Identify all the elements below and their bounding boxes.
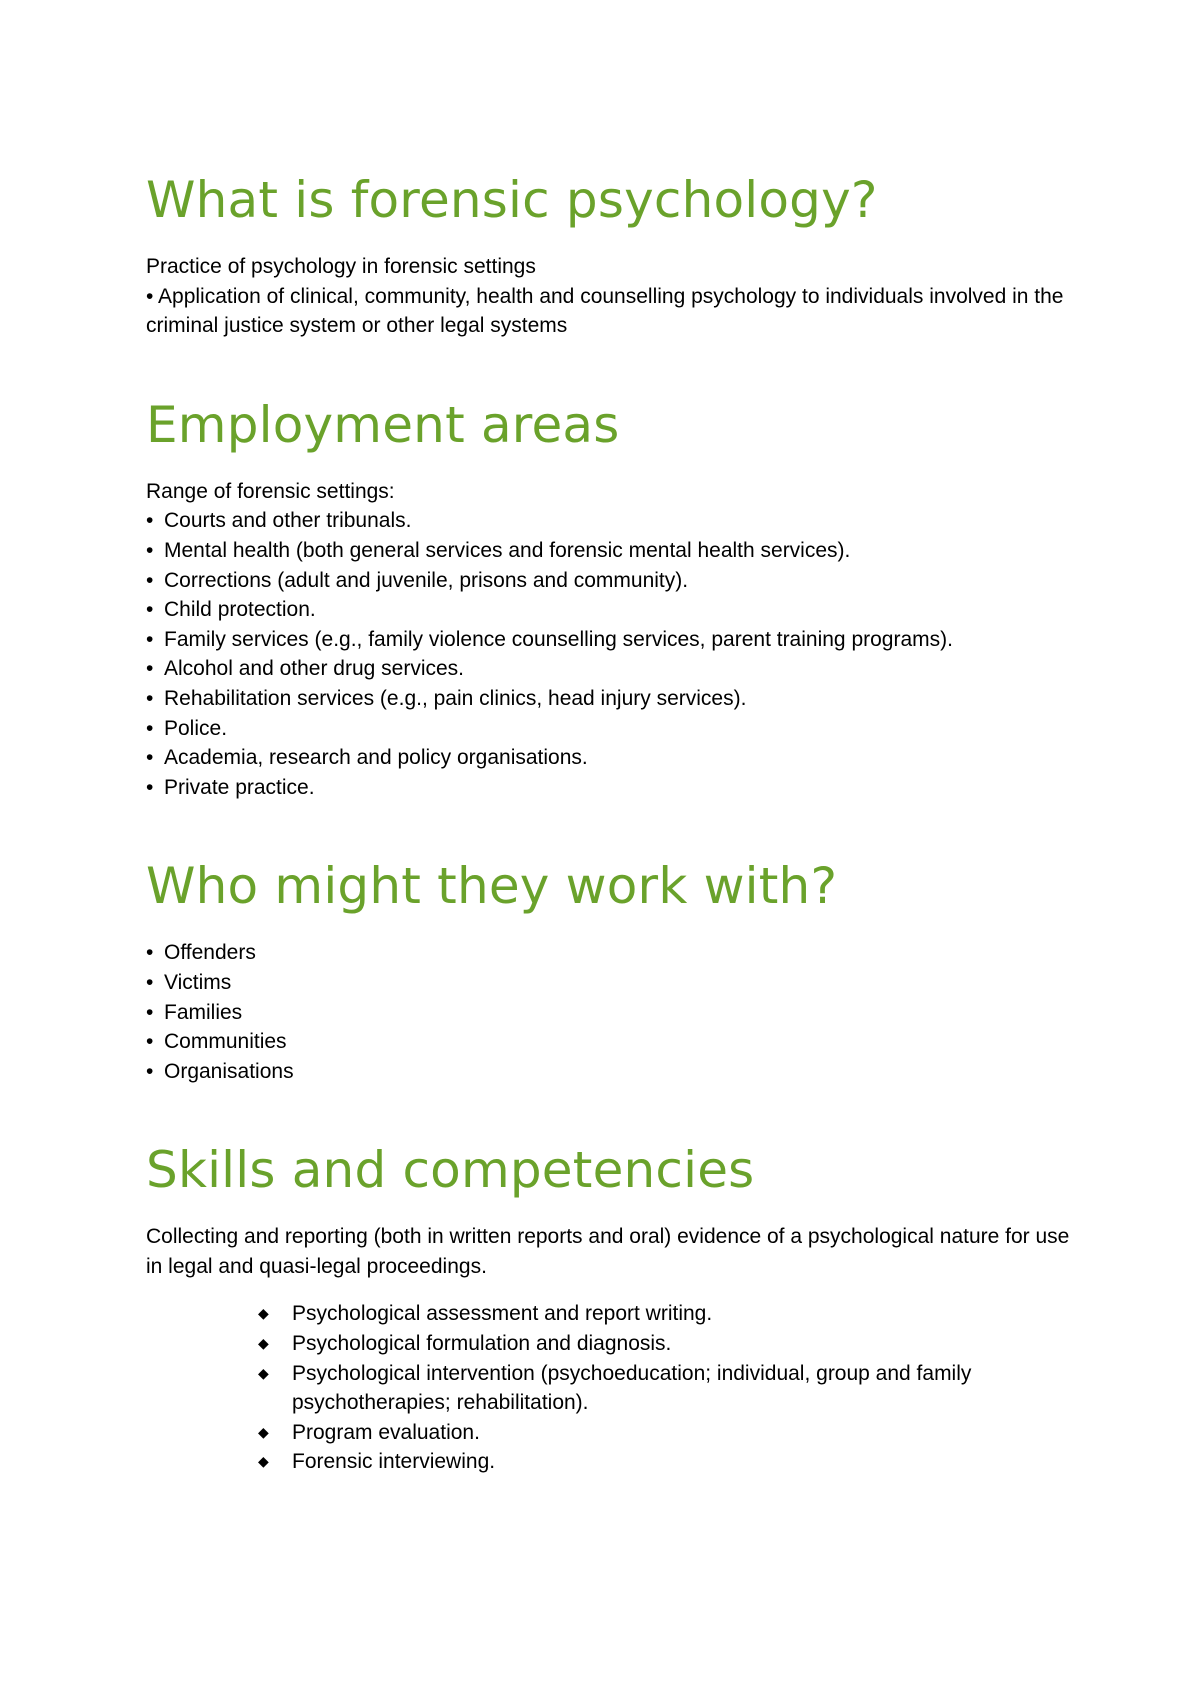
section-what-is [146, 170, 1076, 341]
list-item: • Organisations [146, 1057, 1076, 1087]
employment-intro: Range of forensic settings: [146, 479, 395, 503]
bullet-icon: • [146, 1000, 154, 1024]
heading-what-is: What is forensic psychology? [146, 171, 878, 229]
list-item: ◆ Psychological formulation and diagnosis. [256, 1329, 1076, 1359]
what-is-line-1: Practice of psychology in forensic settings [146, 255, 536, 278]
bullet-icon: • [146, 686, 154, 710]
list-item: • Academia, research and policy organisations. [146, 743, 1076, 773]
skills-intro: Collecting and reporting (both in written reports and oral) evidence of a psychological nature for use in legal and quasi-legal proceedings. [146, 1225, 1070, 1278]
bullet-icon: • [146, 941, 154, 965]
bullet-icon: • [146, 716, 154, 740]
diamond-bullet-icon: ◆ [258, 1423, 269, 1440]
document-content [146, 170, 1076, 1531]
heading-skills: Skills and competencies [146, 1141, 755, 1200]
list-item: ◆ Forensic interviewing. [256, 1447, 1076, 1477]
bullet-icon: • [146, 598, 154, 622]
list-item: ◆ Psychological assessment and report writing. [256, 1299, 1076, 1329]
bullet-icon: • [146, 538, 154, 562]
section-employment-areas [146, 395, 1076, 803]
bullet-icon: • [146, 657, 154, 681]
list-item: • Rehabilitation services (e.g., pain clinics, head injury services). [146, 684, 1076, 714]
bullet-icon: • [146, 775, 154, 799]
list-item: • Offenders [146, 938, 1076, 968]
list-item: • Corrections (adult and juvenile, prisons and community). [146, 566, 1076, 596]
list-item: • Police. [146, 714, 1076, 744]
list-item: • Mental health (both general services and forensic mental health services). [146, 536, 1076, 566]
employment-list [146, 506, 1076, 802]
work-with-list [146, 938, 1076, 1086]
section-work-with [146, 856, 1076, 1086]
diamond-bullet-icon: ◆ [258, 1305, 269, 1322]
list-item: • Victims [146, 968, 1076, 998]
list-item: • Family services (e.g., family violence counselling services, parent training programs). [146, 625, 1076, 655]
bullet-icon: • [146, 1059, 154, 1083]
bullet-icon: • [146, 1030, 154, 1054]
diamond-bullet-icon: ◆ [258, 1335, 269, 1352]
what-is-line-2: • Application of clinical, community, health and counselling psychology to individuals involved in the criminal justice system or other legal systems [146, 284, 1064, 338]
heading-work-with: Who might they work with? [146, 857, 838, 916]
bullet-icon: • [146, 746, 154, 770]
list-item: • Courts and other tribunals. [146, 506, 1076, 536]
diamond-bullet-icon: ◆ [258, 1453, 269, 1470]
bullet-icon: • [146, 627, 154, 651]
diamond-bullet-icon: ◆ [258, 1364, 269, 1381]
section-skills [146, 1140, 1076, 1477]
bullet-icon: • [146, 568, 154, 592]
list-item: • Child protection. [146, 595, 1076, 625]
bullet-icon: • [146, 509, 154, 533]
list-item: • Communities [146, 1027, 1076, 1057]
list-item: ◆ Program evaluation. [256, 1418, 1076, 1448]
skills-list [146, 1299, 1076, 1477]
heading-employment-areas: Employment areas [146, 395, 620, 454]
list-item: • Families [146, 998, 1076, 1028]
list-item: ◆ Psychological intervention (psychoeducation; individual, group and family psychotherapies; rehabilitation). [256, 1359, 1076, 1418]
list-item: • Alcohol and other drug services. [146, 654, 1076, 684]
list-item: • Private practice. [146, 773, 1076, 803]
bullet-icon: • [146, 970, 154, 994]
